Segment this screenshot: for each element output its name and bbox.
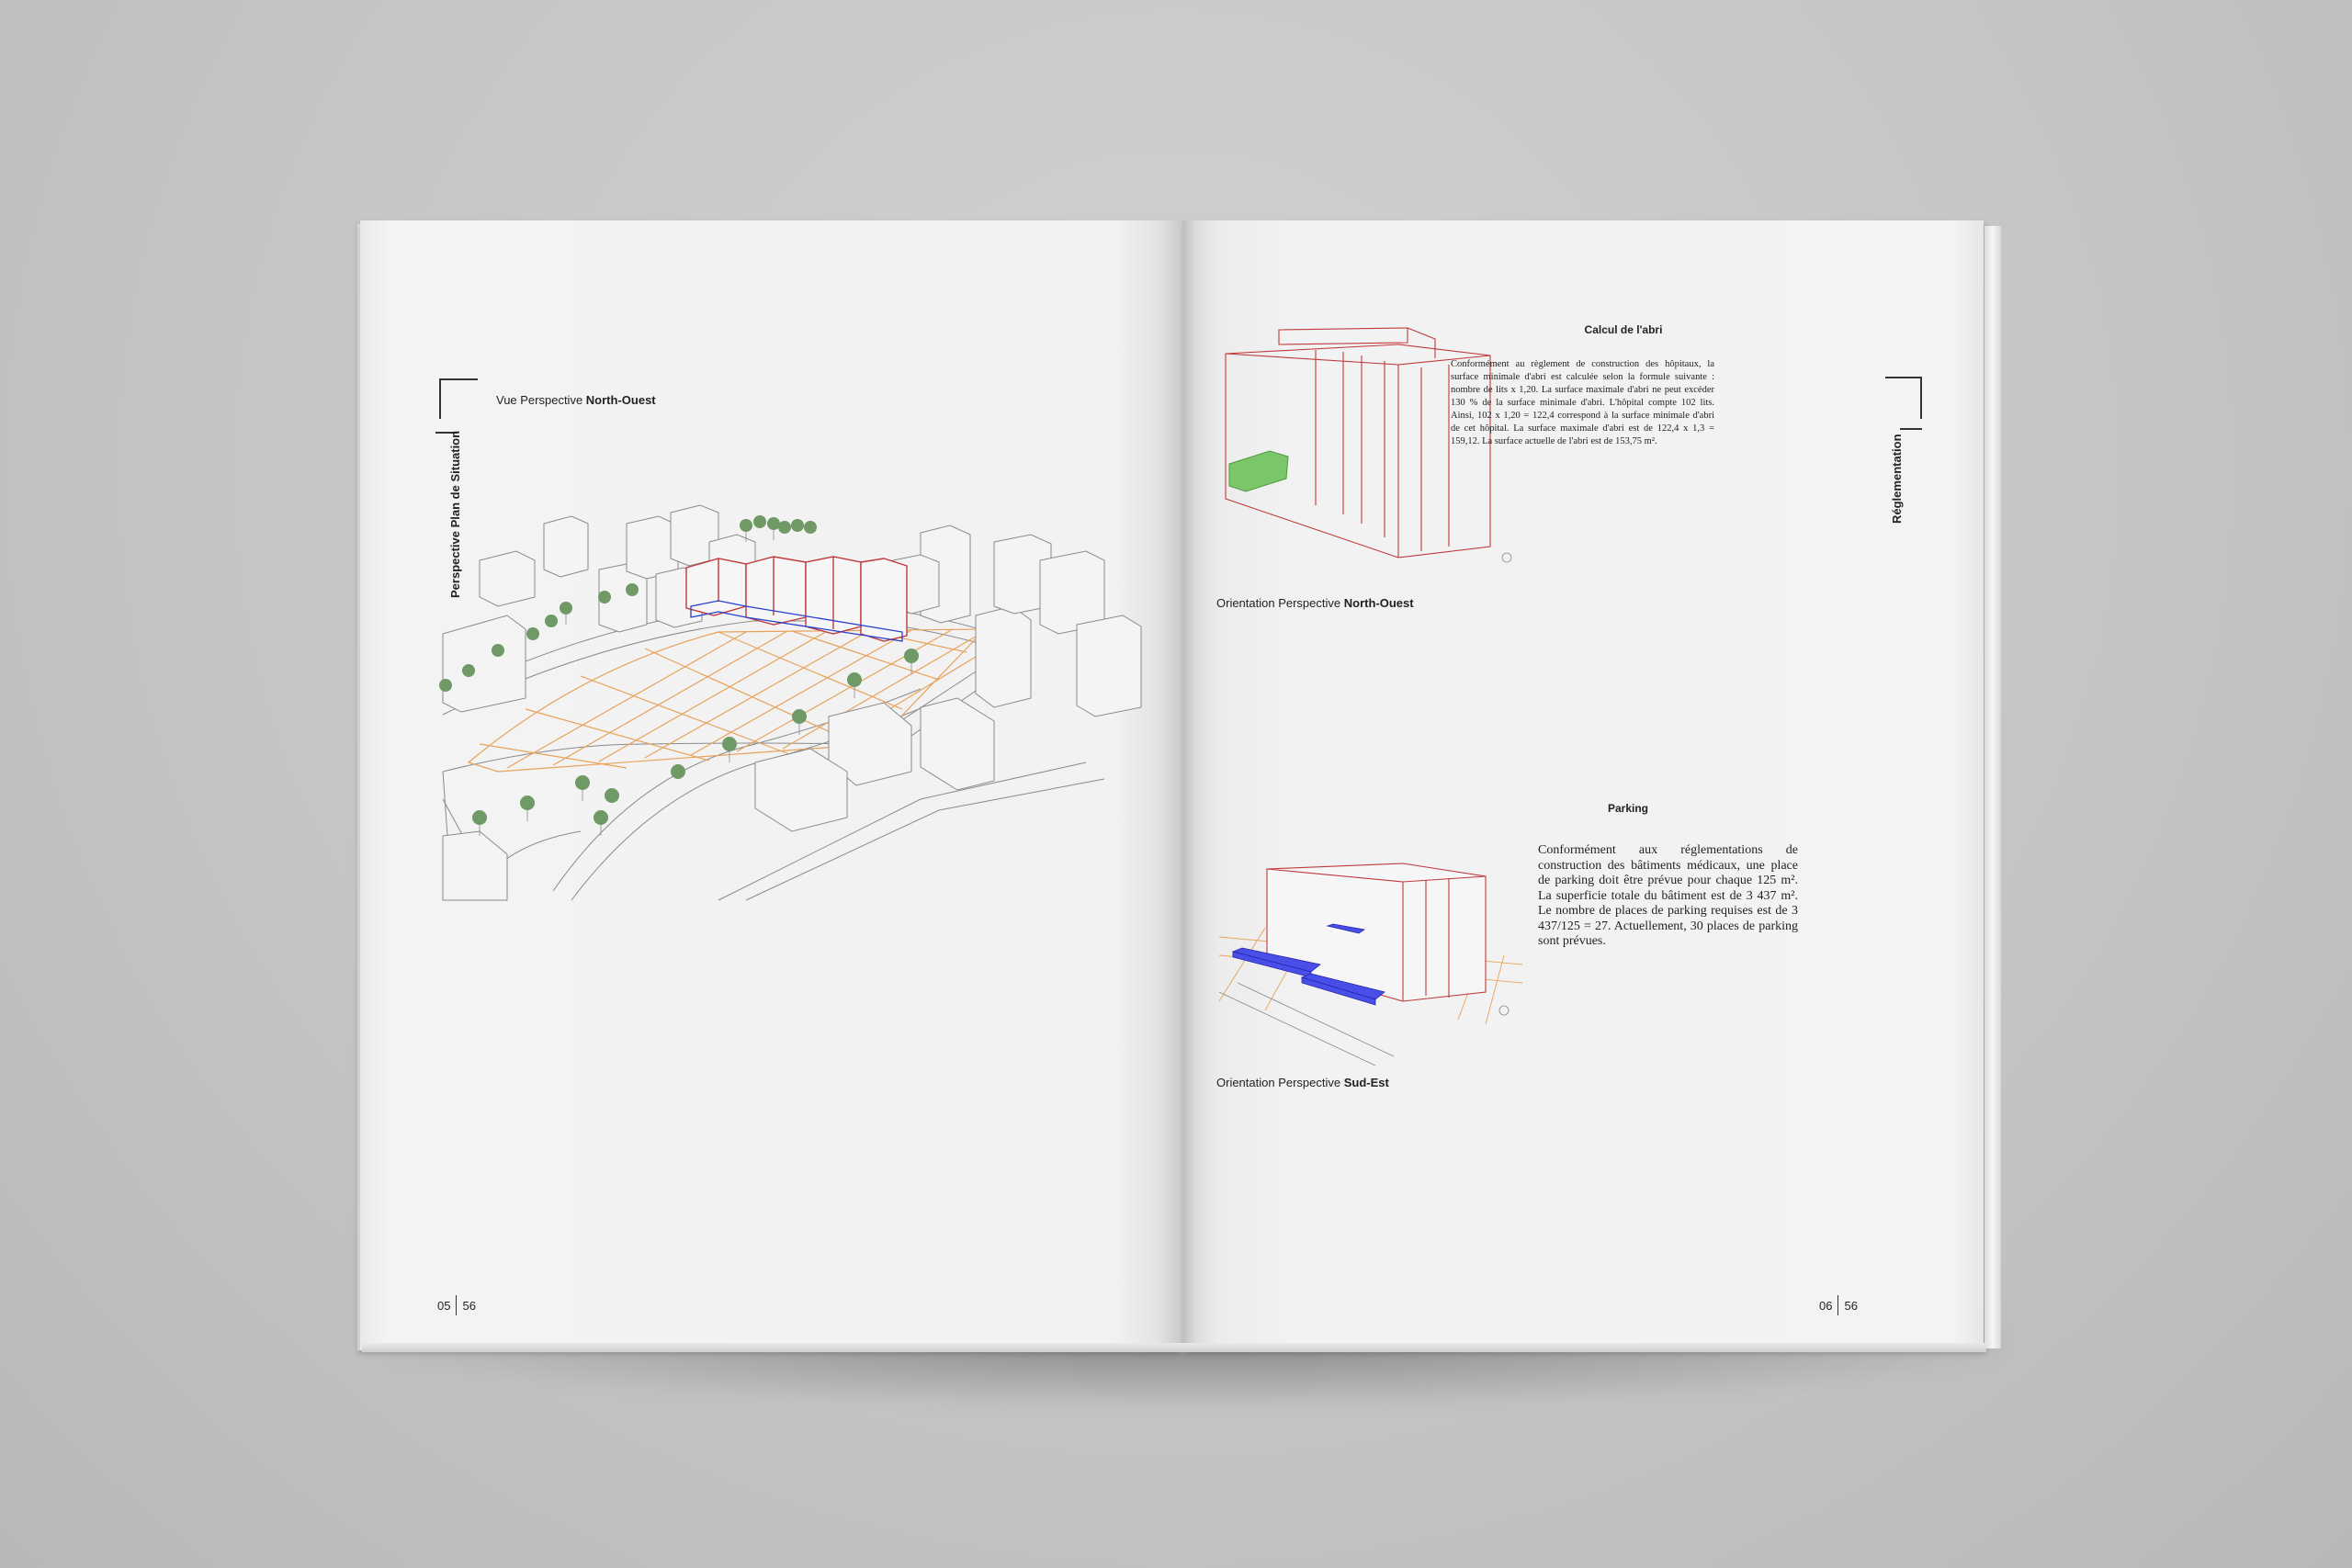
- page-block-bottom: [362, 1343, 1986, 1352]
- section2-caption: Orientation Perspective Sud-Est: [1216, 1076, 1389, 1089]
- corner-mark-left: [439, 378, 478, 419]
- right-page-number: 06 56: [1819, 1295, 1858, 1315]
- parking-axonometric-drawing: [1210, 863, 1541, 1066]
- corner-mark-right-stem: [1920, 377, 1922, 419]
- section2-heading: Parking: [1607, 802, 1648, 815]
- section1-heading: Calcul de l'abri: [1584, 323, 1663, 336]
- site-perspective-drawing: [443, 468, 1182, 900]
- corner-mark-right: [1885, 377, 1922, 378]
- section1-caption: Orientation Perspective North-Ouest: [1216, 596, 1414, 610]
- right-vertical-title: Réglementation: [1890, 434, 1904, 524]
- section1-text: Conformément au règlement de construction des hôpitaux, la surface minimale d'abri est calculée selon la formule suivante : nombre de lits x 1,20. La surface maximale d'abri ne peut excéder 130 % de la surface minimale d'abri. L'hôpital compte 102 lits. Ainsi, 102 x 1,20 = 122,4 correspond à la surface minimale d'abri de cet hôpital. La surface maximale d'abri est de 122,4 x 1,3 = 159,12. La surface actuelle de l'abri est de 153,75 m².: [1451, 359, 1714, 446]
- left-caption: Vue Perspective North-Ouest: [496, 393, 656, 407]
- title-rule-right: [1900, 428, 1922, 430]
- left-page-number: 05 56: [437, 1295, 476, 1315]
- left-vertical-title: Perspective Plan de Situation: [448, 430, 462, 598]
- left-page: [360, 220, 1182, 1350]
- page-edge-right: [1984, 226, 2001, 1348]
- corner-mark-left-stem: [439, 378, 441, 417]
- right-page: [1182, 220, 1984, 1350]
- section2-text: Conformément aux réglementations de construction des bâtiments médicaux, une place de parking doit être prévue pour chaque 125 m². La superficie totale du bâtiment est de 3 437 m². Le nombre de places de parking requises est de 3 437/125 = 27. Actuellement, 30 places de parking sont prévues.: [1538, 843, 1798, 948]
- open-book: [360, 220, 1992, 1350]
